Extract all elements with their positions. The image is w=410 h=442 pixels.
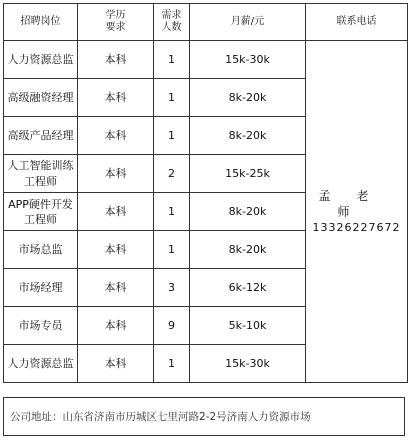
cell-education: 本科 bbox=[78, 231, 154, 269]
cell-salary: 8k-20k bbox=[190, 193, 306, 231]
cell-position: 市场总监 bbox=[4, 231, 78, 269]
cell-salary: 8k-20k bbox=[190, 117, 306, 155]
table-header-row bbox=[4, 4, 408, 41]
cell-education: 本科 bbox=[78, 345, 154, 383]
cell-count: 1 bbox=[154, 345, 190, 383]
cell-education: 本科 bbox=[78, 155, 154, 193]
contact-name: 孟老师 bbox=[318, 188, 395, 219]
contact-cell bbox=[306, 41, 408, 383]
cell-count: 1 bbox=[154, 231, 190, 269]
cell-position: 市场经理 bbox=[4, 269, 78, 307]
cell-position: APP硬件开发工程师 bbox=[4, 193, 78, 231]
cell-position: 高级融资经理 bbox=[4, 79, 78, 117]
cell-count: 1 bbox=[154, 79, 190, 117]
cell-salary: 8k-20k bbox=[190, 79, 306, 117]
cell-education: 本科 bbox=[78, 193, 154, 231]
table-row bbox=[4, 41, 408, 79]
cell-education: 本科 bbox=[78, 307, 154, 345]
cell-position: 人力资源总监 bbox=[4, 345, 78, 383]
cell-position: 高级产品经理 bbox=[4, 117, 78, 155]
cell-salary: 15k-30k bbox=[190, 345, 306, 383]
cell-salary: 15k-30k bbox=[190, 41, 306, 79]
cell-salary: 6k-12k bbox=[190, 269, 306, 307]
header-count: 需求 人数 bbox=[154, 4, 190, 41]
cell-salary: 15k-25k bbox=[190, 155, 306, 193]
cell-position: 人工智能训练工程师 bbox=[4, 155, 78, 193]
header-position: 招聘岗位 bbox=[4, 4, 78, 41]
header-contact: 联系电话 bbox=[306, 4, 408, 41]
cell-education: 本科 bbox=[78, 117, 154, 155]
cell-count: 2 bbox=[154, 155, 190, 193]
header-education: 学历 要求 bbox=[78, 4, 154, 41]
header-salary: 月薪/元 bbox=[190, 4, 306, 41]
cell-count: 1 bbox=[154, 41, 190, 79]
cell-count: 9 bbox=[154, 307, 190, 345]
cell-education: 本科 bbox=[78, 269, 154, 307]
cell-position: 市场专员 bbox=[4, 307, 78, 345]
cell-salary: 8k-20k bbox=[190, 231, 306, 269]
recruitment-table bbox=[3, 3, 408, 383]
cell-count: 1 bbox=[154, 193, 190, 231]
cell-position: 人力资源总监 bbox=[4, 41, 78, 79]
cell-education: 本科 bbox=[78, 41, 154, 79]
cell-count: 1 bbox=[154, 117, 190, 155]
contact-phone: 13326227672 bbox=[312, 220, 401, 234]
cell-count: 3 bbox=[154, 269, 190, 307]
cell-salary: 5k-10k bbox=[190, 307, 306, 345]
company-address: 公司地址：山东省济南市历城区七里河路2-2号济南人力资源市场 bbox=[3, 397, 405, 436]
cell-education: 本科 bbox=[78, 79, 154, 117]
